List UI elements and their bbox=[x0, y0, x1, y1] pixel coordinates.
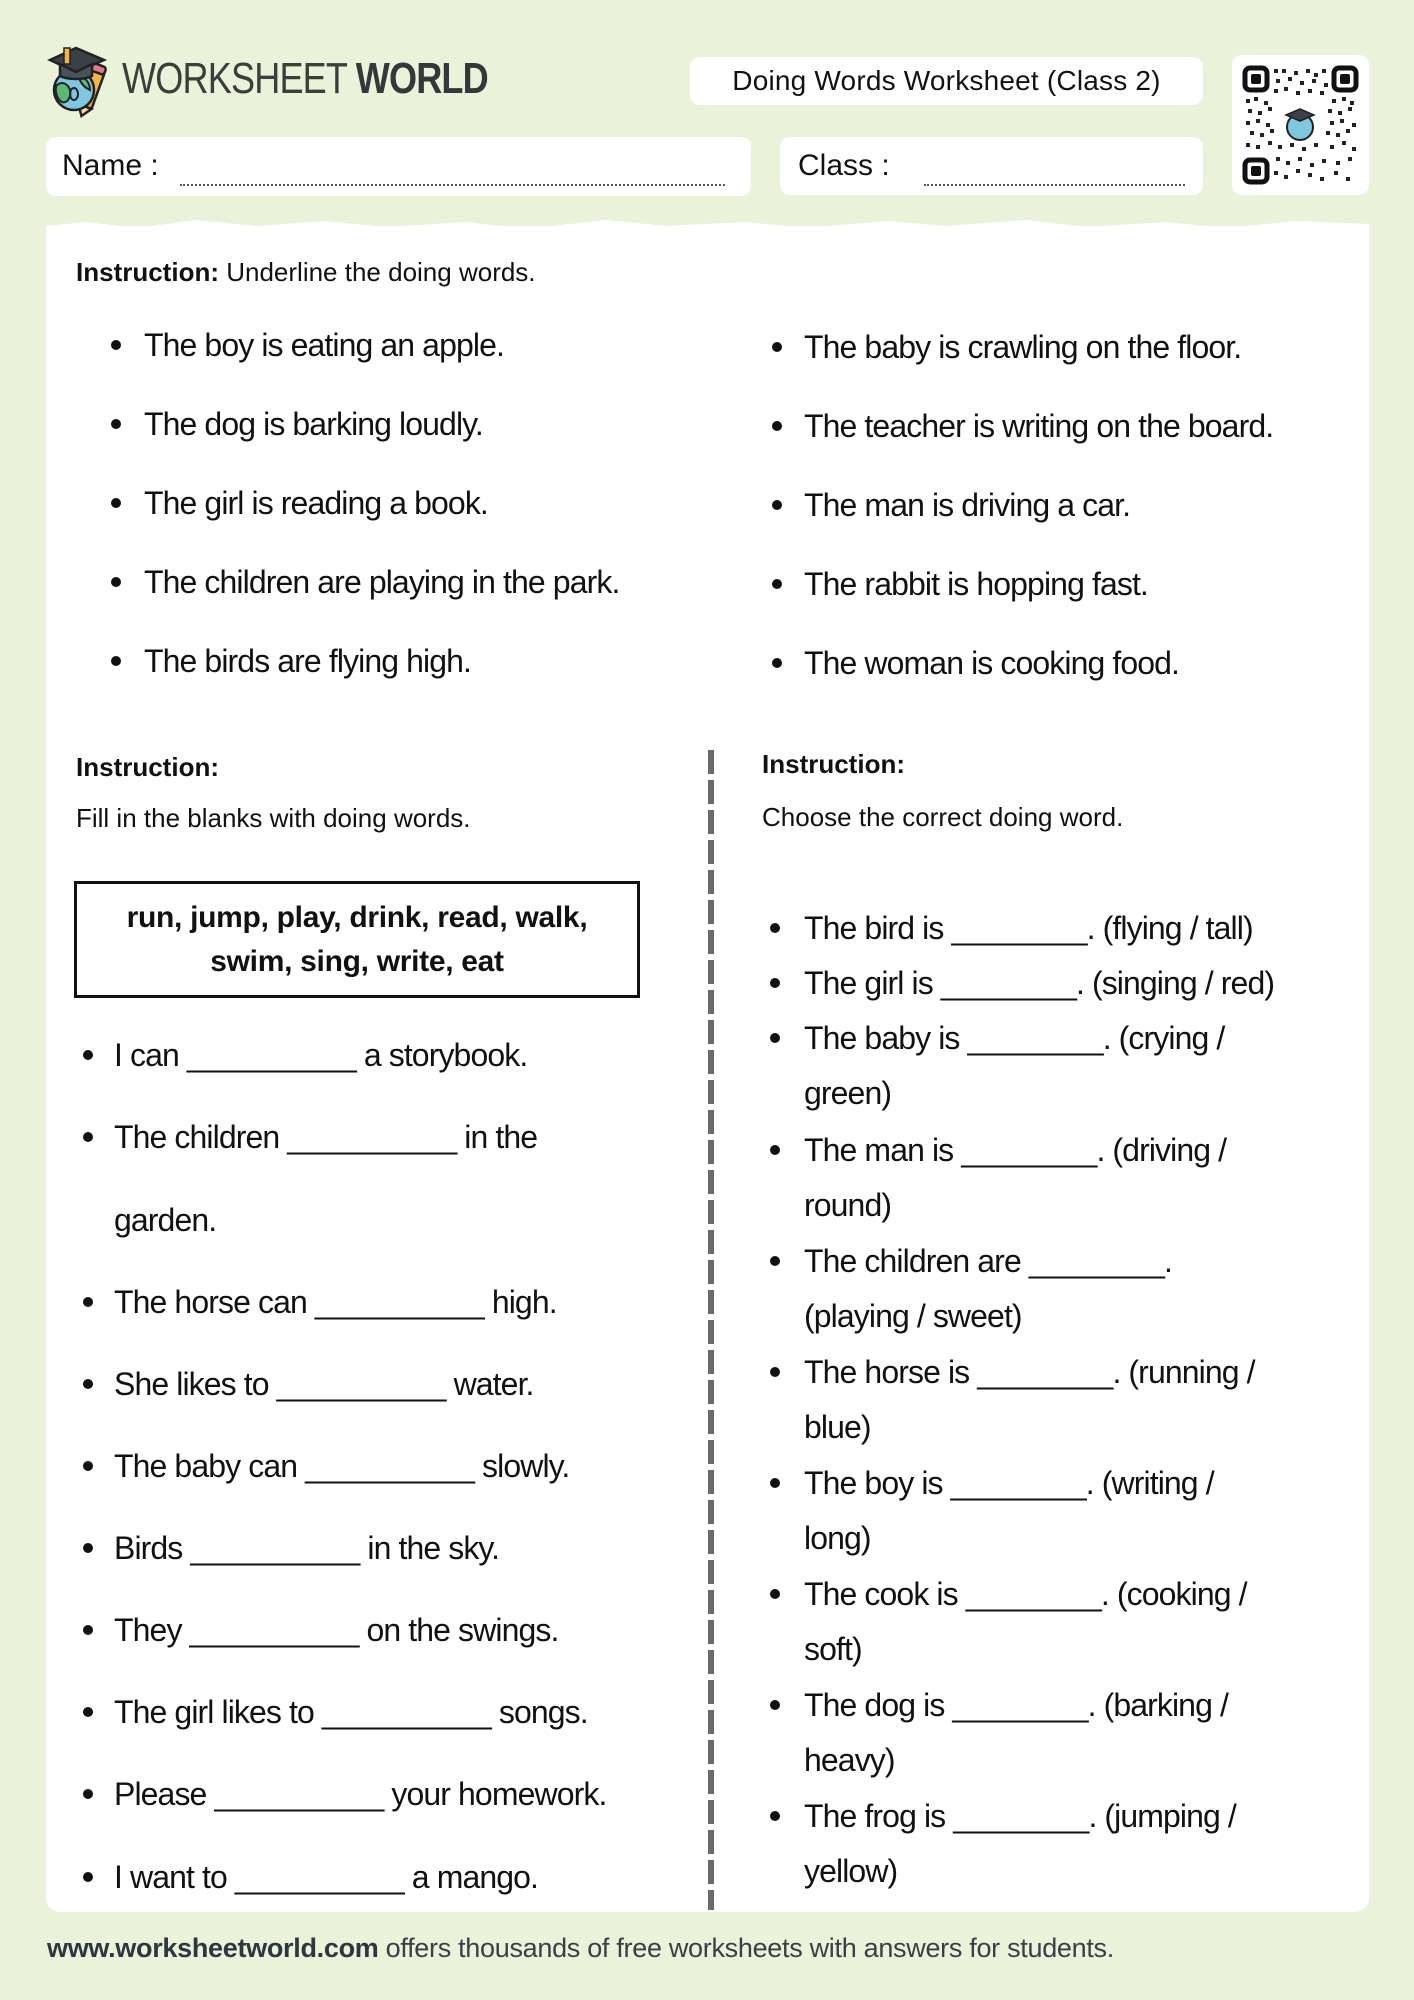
section1-instruction bbox=[76, 257, 536, 288]
underline-item: The children are playing in the park. bbox=[144, 564, 620, 600]
bullet-icon bbox=[83, 1789, 93, 1799]
word-bank-line: run, jump, play, drink, read, walk, bbox=[126, 900, 588, 934]
choose-item[interactable]: The horse is ________. (running / bbox=[804, 1354, 1255, 1390]
worksheet-world-logo-icon bbox=[46, 46, 112, 118]
bullet-icon bbox=[83, 1297, 93, 1307]
fill-blank-item[interactable]: The baby can __________ slowly. bbox=[114, 1448, 570, 1484]
bullet-icon bbox=[111, 419, 121, 429]
fill-blank-item[interactable]: They __________ on the swings. bbox=[114, 1612, 559, 1648]
fill-blank-item[interactable]: Birds __________ in the sky. bbox=[114, 1530, 500, 1566]
bullet-icon bbox=[772, 658, 782, 668]
choose-item[interactable]: The boy is ________. (writing / bbox=[804, 1465, 1214, 1501]
choose-item-continued: blue) bbox=[804, 1409, 871, 1445]
bullet-icon bbox=[111, 340, 121, 350]
bullet-icon bbox=[770, 1478, 780, 1488]
bullet-icon bbox=[770, 1145, 780, 1155]
underline-item: The baby is crawling on the floor. bbox=[804, 329, 1242, 365]
section3-instruction-label bbox=[762, 749, 905, 780]
fill-blank-item[interactable]: The girl likes to __________ songs. bbox=[114, 1694, 588, 1730]
underline-item: The woman is cooking food. bbox=[804, 645, 1180, 681]
underline-item: The girl is reading a book. bbox=[144, 485, 488, 521]
bullet-icon bbox=[83, 1132, 93, 1142]
choose-item-continued: green) bbox=[804, 1075, 892, 1111]
worksheet-title-box bbox=[690, 57, 1203, 105]
choose-item[interactable]: The girl is ________. (singing / red) bbox=[804, 965, 1275, 1001]
brand-name bbox=[122, 56, 488, 102]
choose-item-continued: round) bbox=[804, 1187, 892, 1223]
bullet-icon bbox=[770, 1033, 780, 1043]
section2-instruction-text: Fill in the blanks with doing words. bbox=[76, 803, 471, 833]
qr-code-icon bbox=[1242, 65, 1359, 185]
bullet-icon bbox=[770, 1811, 780, 1821]
choose-item-continued: (playing / sweet) bbox=[804, 1298, 1022, 1334]
bullet-icon bbox=[770, 923, 780, 933]
choose-item[interactable]: The baby is ________. (crying / bbox=[804, 1020, 1225, 1056]
column-divider bbox=[708, 750, 714, 1910]
class-input-line[interactable] bbox=[924, 184, 1185, 186]
choose-item[interactable]: The man is ________. (driving / bbox=[804, 1132, 1227, 1168]
choose-item[interactable]: The children are ________. bbox=[804, 1243, 1172, 1279]
fill-blank-item[interactable]: I want to __________ a mango. bbox=[114, 1859, 539, 1895]
bullet-icon bbox=[83, 1543, 93, 1553]
bullet-icon bbox=[83, 1461, 93, 1471]
bullet-icon bbox=[111, 656, 121, 666]
footer-url-link[interactable]: www.worksheetworld.com bbox=[47, 1933, 379, 1963]
choose-item[interactable]: The frog is ________. (jumping / bbox=[804, 1798, 1236, 1834]
underline-item: The dog is barking loudly. bbox=[144, 406, 483, 442]
choose-item-continued: yellow) bbox=[804, 1853, 898, 1889]
bullet-icon bbox=[83, 1707, 93, 1717]
footer-text: offers thousands of free worksheets with answers for students. bbox=[378, 1933, 1114, 1963]
underline-item: The boy is eating an apple. bbox=[144, 327, 504, 363]
qr-code-box bbox=[1232, 55, 1369, 195]
section3-instruction-text: Choose the correct doing word. bbox=[762, 802, 1124, 832]
bullet-icon bbox=[83, 1379, 93, 1389]
underline-item: The man is driving a car. bbox=[804, 487, 1131, 523]
bullet-icon bbox=[770, 1367, 780, 1377]
bullet-icon bbox=[770, 1256, 780, 1266]
underline-item: The teacher is writing on the board. bbox=[804, 408, 1274, 444]
choose-item[interactable]: The cook is ________. (cooking / bbox=[804, 1576, 1247, 1612]
section3-instruction-label-text: Instruction: bbox=[762, 749, 905, 779]
fill-blank-item[interactable]: Please __________ your homework. bbox=[114, 1776, 607, 1812]
choose-item[interactable]: The bird is ________. (flying / tall) bbox=[804, 910, 1253, 946]
fill-blank-item-continued: garden. bbox=[114, 1202, 217, 1238]
bullet-icon bbox=[83, 1872, 93, 1882]
name-field[interactable] bbox=[46, 137, 751, 196]
choose-item-continued: long) bbox=[804, 1520, 871, 1556]
section2-instruction-label-text: Instruction: bbox=[76, 752, 219, 782]
fill-blank-item[interactable]: She likes to __________ water. bbox=[114, 1366, 534, 1402]
brand-name-light: WORKSHEET bbox=[122, 54, 347, 103]
name-input-line[interactable] bbox=[180, 184, 725, 186]
section1-instruction-label: Instruction: bbox=[76, 257, 219, 287]
word-bank-box bbox=[74, 881, 640, 998]
fill-blank-item[interactable]: I can __________ a storybook. bbox=[114, 1037, 528, 1073]
choose-item-continued: soft) bbox=[804, 1631, 862, 1667]
brand-name-bold: WORLD bbox=[355, 54, 488, 103]
choose-item[interactable]: The dog is ________. (barking / bbox=[804, 1687, 1228, 1723]
word-bank-line: swim, sing, write, eat bbox=[210, 944, 504, 978]
bullet-icon bbox=[770, 978, 780, 988]
fill-blank-item[interactable]: The horse can __________ high. bbox=[114, 1284, 557, 1320]
class-label: Class : bbox=[798, 149, 890, 182]
choose-item-continued: heavy) bbox=[804, 1742, 895, 1778]
section2-instruction-label bbox=[76, 752, 219, 783]
bullet-icon bbox=[770, 1589, 780, 1599]
bullet-icon bbox=[772, 500, 782, 510]
bullet-icon bbox=[83, 1050, 93, 1060]
bullet-icon bbox=[772, 579, 782, 589]
bullet-icon bbox=[772, 421, 782, 431]
name-label: Name : bbox=[62, 149, 159, 182]
bullet-icon bbox=[111, 498, 121, 508]
bullet-icon bbox=[111, 577, 121, 587]
bullet-icon bbox=[83, 1625, 93, 1635]
bullet-icon bbox=[770, 1700, 780, 1710]
underline-item: The rabbit is hopping fast. bbox=[804, 566, 1148, 602]
underline-item: The birds are flying high. bbox=[144, 643, 472, 679]
section1-instruction-text: Underline the doing words. bbox=[226, 257, 536, 287]
fill-blank-item[interactable]: The children __________ in the bbox=[114, 1119, 538, 1155]
bullet-icon bbox=[772, 342, 782, 352]
class-field[interactable] bbox=[780, 137, 1203, 195]
footer-note bbox=[47, 1933, 1114, 1964]
worksheet-title: Doing Words Worksheet (Class 2) bbox=[732, 65, 1161, 96]
